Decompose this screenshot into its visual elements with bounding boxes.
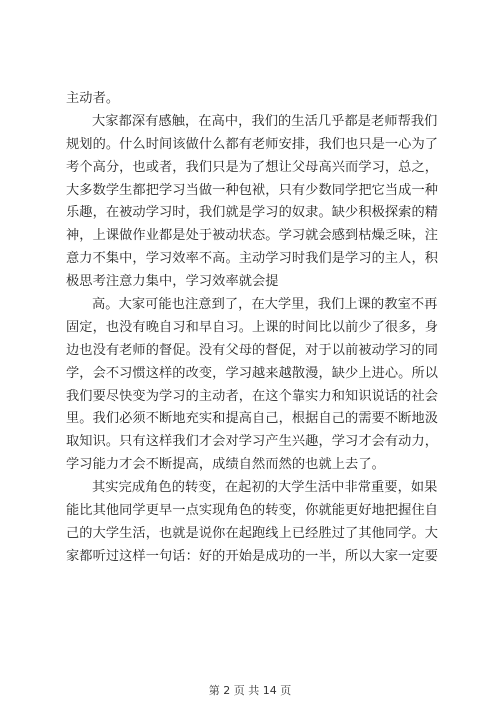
text-line: 规划的。什么时间该做什么都有老师安排，我们也只是一心为了 xyxy=(66,136,439,152)
text-line: 神，上课做作业都是处于被动状态。学习就会感到枯燥乏味，注 xyxy=(66,228,439,244)
text-line: 我们要尽快变为学习的主动者，在这个靠实力和知识说话的社会 xyxy=(66,388,439,404)
text-line: 意力不集中，学习效率不高。主动学习时我们是学习的主人，积 xyxy=(66,251,439,267)
paragraph-first-line: 其实完成角色的转变，在起初的大学生活中非常重要，如果 xyxy=(92,480,438,496)
text-line: 极思考注意力集中，学习效率就会提 xyxy=(66,274,279,290)
text-line: 考个高分，也或者，我们只是为了想让父母高兴而学习，总之， xyxy=(66,159,439,175)
body-text xyxy=(66,88,440,569)
page-number-footer: 第 2 页 共 14 页 xyxy=(208,684,292,697)
text-line: 己的大学生活，也就是说你在起跑线上已经胜过了其他同学。大 xyxy=(66,525,439,541)
text-line: 里。我们必须不断地充实和提高自己，根据自己的需要不断地汲 xyxy=(66,411,439,427)
text-line: 取知识。只有这样我们才会对学习产生兴趣，学习才会有动力， xyxy=(66,434,439,450)
text-line: 能比其他同学更早一点实现角色的转变，你就能更好地把握住自 xyxy=(66,503,439,519)
paragraph-first-line: 高。大家可能也注意到了，在大学里，我们上课的教室不再 xyxy=(92,297,438,313)
text-line: 学习能力才会不断提高，成绩自然而然的也就上去了。 xyxy=(66,457,385,473)
text-line: 固定，也没有晚自习和早自习。上课的时间比以前少了很多，身 xyxy=(66,319,439,335)
text-line: 主动者。 xyxy=(66,91,120,106)
text-line: 学，会不习惯这样的改变，学习越来越散漫，缺少上进心。所以 xyxy=(66,365,439,381)
text-line: 边也没有老师的督促。没有父母的督促，对于以前被动学习的同 xyxy=(66,342,439,358)
text-line: 大多数学生都把学习当做一种包袱，只有少数同学把它当成一种 xyxy=(66,182,439,198)
text-line: 家都听过这样一句话：好的开始是成功的一半，所以大家一定要 xyxy=(66,548,439,564)
paragraph-first-line: 大家都深有感触，在高中，我们的生活几乎都是老师帮我们 xyxy=(92,113,438,129)
text-line: 乐趣，在被动学习时，我们就是学习的奴隶。缺少积极探索的精 xyxy=(66,205,439,221)
